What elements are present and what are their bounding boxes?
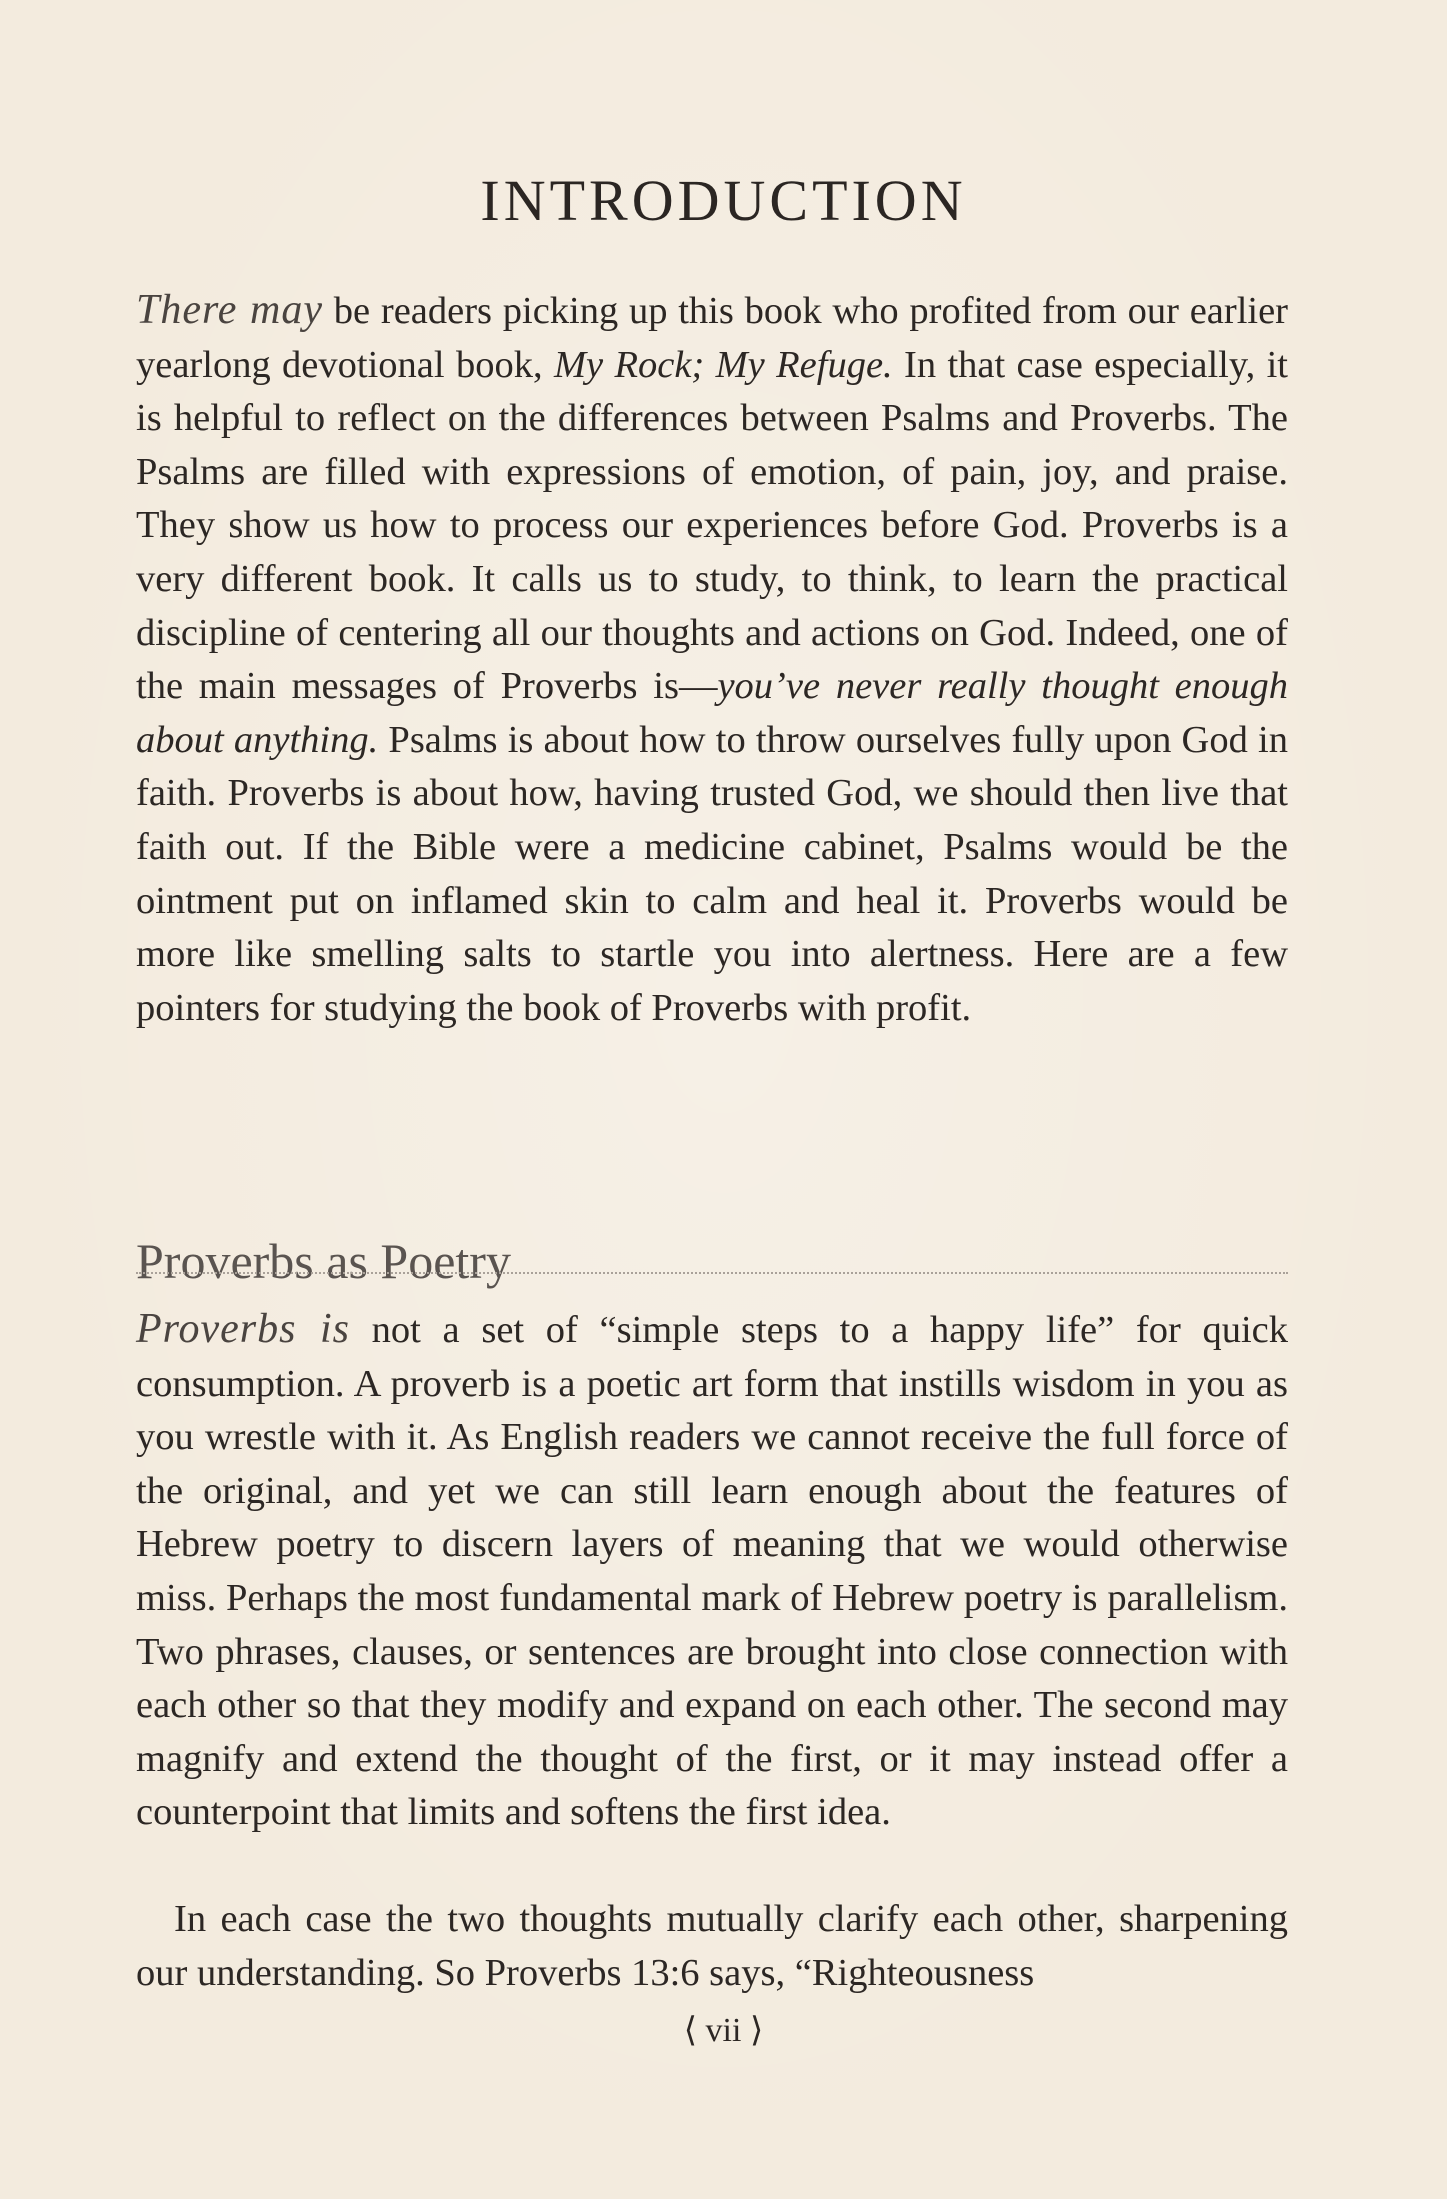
paragraph-lead-words: There may (136, 287, 324, 333)
section-divider (136, 1272, 1288, 1274)
intro-paragraph (136, 284, 1288, 1035)
paragraph-text: In that case especially, it is helpful to reflect on the differences between Psalms and Proverbs. The Psalms are filled with expressions of emotion, of pain, joy, and praise. They show us how to process our experiences before God. Proverbs is a very different book. It calls us to study, to think, to learn the practical discipline of centering all our thoughts and actions on God. Indeed, one of the main messages of Proverbs is— (136, 343, 1288, 708)
chapter-heading: INTRODUCTION (480, 167, 967, 233)
continuation-paragraph: In each case the two thoughts mutually clarify each other, sharpening our understanding. So Proverbs 13:6 says, “Righteousness (136, 1898, 1288, 1994)
paragraph-lead-words: Proverbs is (136, 1306, 350, 1352)
emphasis-italic: you’ve never really thought enough about anything. (136, 665, 1289, 761)
page-number: ⟨ vii ⟩ (683, 2012, 764, 2049)
paragraph-text: be readers picking up this book who profited from our earlier yearlong devotional book, (136, 290, 1288, 386)
paragraph-text: not a set of “simple steps to a happy life” for quick consumption. A proverb is a poetic art form that instills wisdom in you as you wrestle with it. As English readers we cannot receive the full force of the original, and yet we can still learn enough about the features of Hebrew poetry to discern layers of meaning that we would otherwise miss. Perhaps the most fundamental mark of Hebrew poetry is parallelism. Two phrases, clauses, or sentences are brought into close connection with each other so that they modify and expand on each other. The second may magnify and extend the thought of the first, or it may instead offer a counterpoint that limits and softens the first idea. (136, 1309, 1289, 1834)
paragraph-text: Psalms is about how to throw ourselves fully upon God in faith. Proverbs is about how, having trusted God, we should then live that faith out. If the Bible were a medicine cabinet, Psalms would be the ointment put on inflamed skin to calm and heal it. Proverbs would be more like smelling salts to startle you into alertness. Here are a few pointers for studying the book of Proverbs with profit. (136, 718, 1288, 1029)
book-title-italic: My Rock; My Refuge. (553, 343, 893, 386)
poetry-paragraph (136, 1303, 1288, 1840)
section-heading: Proverbs as Poetry (136, 1232, 511, 1289)
